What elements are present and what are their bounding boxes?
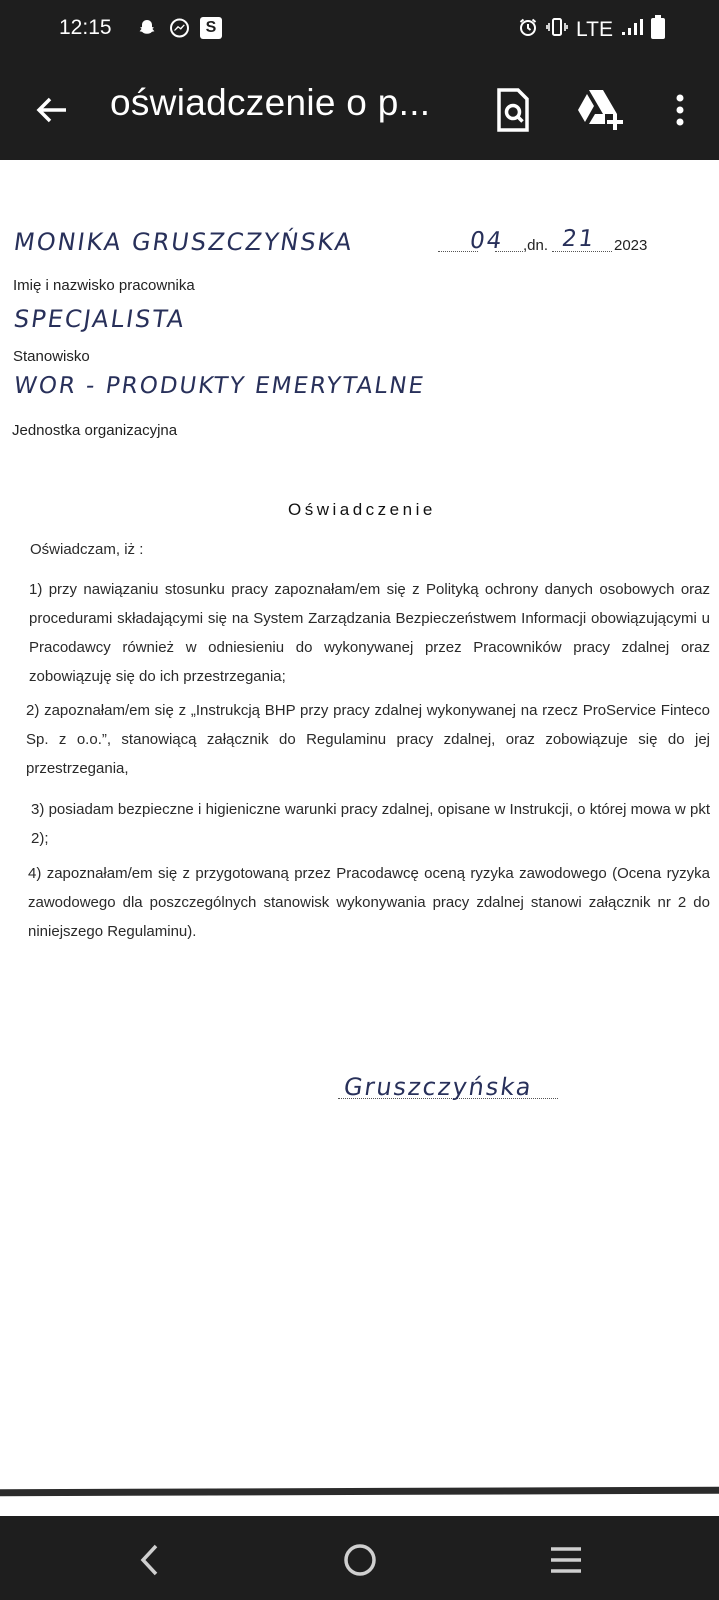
handwritten-month: 04	[468, 228, 506, 254]
nav-back-button[interactable]	[128, 1538, 172, 1582]
point-4: 4) zapoznałam/em się z przygotowaną przez Pracodawcę oceną ryzyka zawodowego (Ocena ryzyka zawodowego dla poszczególnych stanowisk wykonywania pracy zdalnej stanowi załącznik nr 2 do niniejszego Regulaminu).	[28, 865, 710, 940]
handwritten-unit: WOR - PRODUKTY EMERYTALNE	[12, 373, 427, 399]
more-vert-icon	[665, 88, 695, 132]
network-label: LTE	[576, 18, 613, 41]
navigation-bar	[0, 1516, 719, 1600]
add-to-drive-button[interactable]	[575, 86, 625, 134]
date-separator: ,dn.	[523, 237, 549, 254]
messenger-icon	[168, 17, 190, 39]
find-in-page-button[interactable]	[491, 86, 535, 134]
status-time: 12:15	[59, 16, 112, 39]
handwritten-signature: Gruszczyńska	[342, 1073, 535, 1101]
date-dots	[495, 250, 523, 252]
document-title: oświadczenie o p...	[110, 82, 431, 123]
handwritten-name: MONIKA GRUSZCZYŃSKA	[12, 228, 356, 256]
position-label: Stanowisko	[13, 348, 90, 365]
snapchat-icon	[136, 17, 158, 39]
drive-add-icon	[575, 86, 625, 134]
name-label: Imię i nazwisko pracownika	[13, 277, 195, 294]
find-in-page-icon	[491, 86, 535, 134]
vibrate-icon	[546, 17, 568, 43]
unit-label: Jednostka organizacyjna	[12, 422, 178, 439]
back-arrow-icon	[30, 88, 74, 132]
handwritten-position: SPECJALISTA	[12, 305, 188, 333]
point-1: 1) przy nawiązaniu stosunku pracy zapoznałam/em się z Polityką ochrony danych osobowych oraz procedurami składającymi się na System Zarządzania Bezpieczeństwem Informacji obowiązującymi u Pracodawcy również w odniesieniu do wykonywanej przez Pracowników pracy zdalnej oraz zobowiązuję się do ich przestrzegania;	[29, 581, 710, 685]
status-bar	[0, 0, 719, 60]
notification-icons	[136, 17, 222, 39]
back-button[interactable]	[30, 88, 74, 132]
status-right	[518, 15, 665, 45]
nav-home-button[interactable]	[338, 1538, 382, 1582]
point-2: 2) zapoznałam/em się z „Instrukcją BHP przy pracy zdalnej wykonywanej na rzecz ProService Finteco Sp. z o.o.”, stanowiącą załącznik do Regulaminu pracy zdalnej, oraz zobowiązuje się do jej przestrzegania,	[26, 702, 710, 777]
nav-home-icon	[342, 1542, 378, 1578]
date-year: 2023	[614, 237, 648, 254]
battery-icon	[651, 15, 665, 45]
nav-recents-icon	[548, 1542, 584, 1578]
nav-back-icon	[135, 1542, 165, 1578]
point-3: 3) posiadam bezpieczne i higieniczne warunki pracy zdalnej, opisane w Instrukcji, o której mowa w pkt 2);	[31, 801, 710, 847]
s-app-icon: S	[200, 17, 222, 39]
document-heading: Oświadczenie	[288, 500, 436, 519]
alarm-icon	[518, 17, 538, 43]
app-bar	[0, 60, 719, 160]
handwritten-day: 21	[560, 226, 598, 252]
signal-icon	[621, 18, 643, 42]
nav-recents-button[interactable]	[544, 1538, 588, 1582]
more-options-button[interactable]	[665, 88, 695, 132]
intro-text: Oświadczam, iż :	[30, 541, 144, 558]
